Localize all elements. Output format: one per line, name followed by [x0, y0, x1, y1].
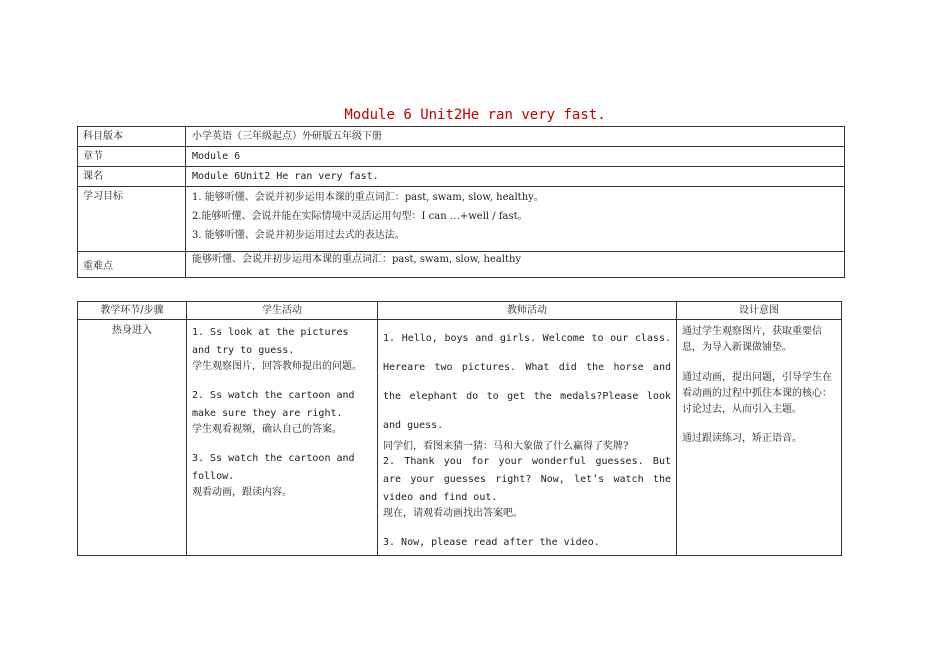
label-version: 科目版本 — [78, 127, 186, 147]
label-lesson: 课名 — [78, 167, 186, 187]
label-key: 重难点 — [78, 252, 186, 278]
goal-item-2: 2.能够听懂、会说并能在实际情境中灵活运用句型：I can …+well / fast。 — [192, 211, 528, 222]
cell-teacher — [378, 320, 677, 556]
student-activity-1-en: 1. Ss look at the pictures and try to guess. — [192, 327, 349, 356]
header-intent: 设计意图 — [677, 302, 842, 320]
intent-3: 通过跟读练习，矫正语音。 — [682, 433, 802, 444]
student-activity-3-en: 3. Ss watch the cartoon and follow. — [192, 453, 355, 482]
intent-1: 通过学生观察图片，获取重要信息，为导入新课做铺垫。 — [682, 326, 822, 353]
student-activity-2-zh: 学生观看视频，确认自己的答案。 — [192, 424, 342, 435]
value-chapter: Module 6 — [186, 147, 845, 167]
label-chapter: 章节 — [78, 147, 186, 167]
info-row-lesson — [78, 167, 845, 187]
info-row-goals — [78, 187, 845, 252]
value-goals — [186, 187, 845, 252]
info-row-key — [78, 252, 845, 278]
info-table — [77, 126, 845, 278]
student-activity-2-en: 2. Ss watch the cartoon and make sure they are right. — [192, 390, 355, 419]
teacher-activity-2-zh: 现在，请观看动画找出答案吧。 — [383, 508, 523, 519]
value-lesson: Module 6Unit2 He ran very fast. — [186, 167, 845, 187]
teacher-activity-2-en: 2. Thank you for your wonderful guesses. But are your guesses right? Now, let’s watch the video and find out. — [383, 456, 671, 503]
info-row-version — [78, 127, 845, 147]
teacher-activity-1-en: 1. Hello, boys and girls. Welcome to our class. Hereare two pictures. What did the horse and the elephant do to get the medals?Please look and guess. — [383, 333, 671, 431]
value-key: 能够听懂、会说并初步运用本课的重点词汇：past, swam, slow, healthy — [186, 252, 845, 278]
cell-student — [187, 320, 378, 556]
cell-intent — [677, 320, 842, 556]
intent-2: 通过动画，提出问题，引导学生在看动画的过程中抓住本课的核心：讨论过去，从而引入主题。 — [682, 372, 832, 415]
steps-row-warmup — [78, 320, 842, 556]
label-goals: 学习目标 — [78, 187, 186, 252]
header-teacher: 教师活动 — [378, 302, 677, 320]
info-row-chapter — [78, 147, 845, 167]
goal-item-1: 1. 能够听懂、会说并初步运用本课的重点词汇：past, swam, slow, healthy。 — [192, 192, 544, 203]
teacher-activity-1-zh: 同学们，看图来猜一猜：马和大象做了什么赢得了奖牌? — [383, 441, 629, 452]
document-title: Module 6 Unit2He ran very fast. — [344, 107, 606, 123]
cell-step: 热身进入 — [78, 320, 187, 556]
teacher-activity-3-en: 3. Now, please read after the video. — [383, 537, 600, 548]
header-student: 学生活动 — [187, 302, 378, 320]
student-activity-3-zh: 观看动画，跟读内容。 — [192, 487, 292, 498]
header-step: 教学环节/步骤 — [78, 302, 187, 320]
goal-item-3: 3. 能够听懂、会说并初步运用过去式的表达法。 — [192, 230, 405, 241]
steps-header-row — [78, 302, 842, 320]
value-version: 小学英语（三年级起点）外研版五年级下册 — [186, 127, 845, 147]
steps-table — [77, 301, 842, 556]
student-activity-1-zh: 学生观察图片，回答教师提出的问题。 — [192, 361, 362, 372]
